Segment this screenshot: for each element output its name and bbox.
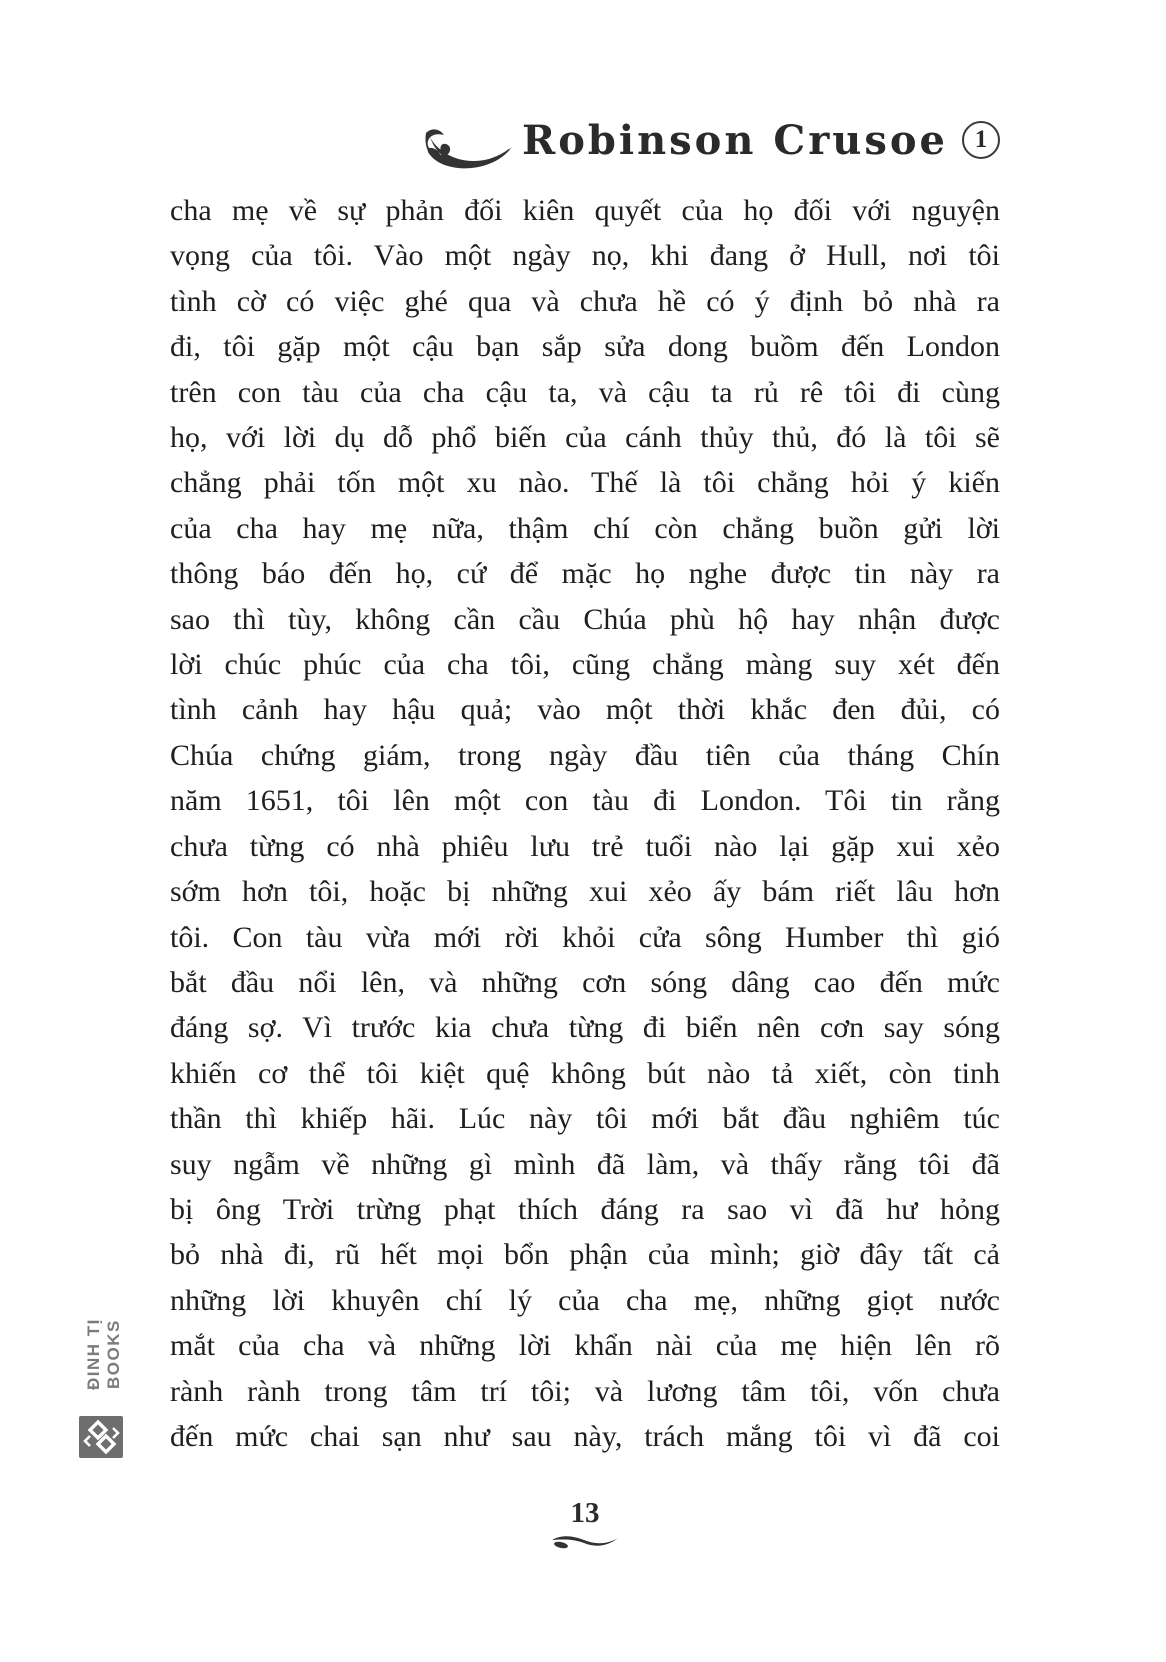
text-line: những lời khuyên chí lý của cha mẹ, những giọt nước [170, 1283, 1000, 1317]
volume-badge: 1 [962, 121, 1000, 159]
page-footer [170, 1496, 1000, 1552]
body-text [170, 188, 1000, 1459]
text-line: bắt đầu nổi lên, và những cơn sóng dâng cao đến mức [170, 965, 1000, 999]
page-number: 13 [570, 1497, 600, 1529]
text-line: thông báo đến họ, cứ để mặc họ nghe được tin này ra [170, 557, 1000, 591]
text-line: đáng sợ. Vì trước kia chưa từng đi biển nên cơn say sóng [170, 1011, 1000, 1045]
text-line: tình cảnh hay hậu quả; vào một thời khắc đen đủi, có [170, 693, 1000, 727]
text-line: sớm hơn tôi, hoặc bị những xui xẻo ấy bám riết lâu hơn [170, 875, 1000, 909]
text-line: rành rành trong tâm trí tôi; và lương tâm tôi, vốn chưa [170, 1374, 1000, 1408]
text-line: của cha hay mẹ nữa, thậm chí còn chẳng buồn gửi lời [170, 511, 1000, 545]
text-line: Chúa chứng giám, trong ngày đầu tiên của tháng Chín [170, 738, 1000, 772]
text-line: vọng của tôi. Vào một ngày nọ, khi đang ở Hull, nơi tôi [170, 239, 1000, 273]
text-line: mắt của cha và những lời khẩn nài của mẹ hiện lên rõ [170, 1329, 1000, 1363]
text-line: suy ngẫm về những gì mình đã làm, và thấy rằng tôi đã [170, 1147, 1000, 1181]
text-line: sao thì tùy, không cần cầu Chúa phù hộ hay nhận được [170, 602, 1000, 636]
text-line: đến mức chai sạn như sau này, trách mắng tôi vì đã coi [170, 1419, 1000, 1453]
publisher-logo-icon [79, 1416, 123, 1458]
text-line: họ, với lời dụ dỗ phổ biến của cánh thủy thủ, đó là tôi sẽ [170, 421, 1000, 455]
header-flourish-icon [422, 123, 514, 175]
page-header [170, 108, 1000, 172]
publisher-name-vertical: ĐINH TỊ BOOKS [84, 1318, 123, 1390]
text-line: cha mẹ về sự phản đối kiên quyết của họ đối với nguyện [170, 194, 1000, 227]
text-line: bỏ nhà đi, rũ hết mọi bổn phận của mình; giờ đây tất cả [170, 1238, 1000, 1272]
text-line: bị ông Trời trừng phạt thích đáng ra sao vì đã hư hỏng [170, 1192, 1000, 1226]
text-line: đi, tôi gặp một cậu bạn sắp sửa dong buồm đến London [170, 330, 1000, 364]
text-line: thần thì khiếp hãi. Lúc này tôi mới bắt đầu nghiêm túc [170, 1102, 1000, 1136]
text-line: chẳng phải tốn một xu nào. Thế là tôi chẳng hỏi ý kiến [170, 466, 1000, 500]
text-line: chưa từng có nhà phiêu lưu trẻ tuổi nào lại gặp xui xẻo [170, 829, 1000, 863]
text-line: lời chúc phúc của cha tôi, cũng chẳng màng suy xét đến [170, 648, 1000, 682]
text-line: trên con tàu của cha cậu ta, và cậu ta rủ rê tôi đi cùng [170, 375, 1000, 409]
text-line: tôi. Con tàu vừa mới rời khỏi cửa sông Humber thì gió [170, 920, 1000, 954]
book-title: Robinson Crusoe [521, 116, 948, 164]
text-line: khiến cơ thể tôi kiệt quệ không bút nào tả xiết, còn tinh [170, 1056, 1000, 1090]
text-line: tình cờ có việc ghé qua và chưa hề có ý định bỏ nhà ra [170, 284, 1000, 318]
text-line: năm 1651, tôi lên một con tàu đi London. Tôi tin rằng [170, 784, 1000, 818]
footer-flourish-icon [550, 1532, 620, 1552]
